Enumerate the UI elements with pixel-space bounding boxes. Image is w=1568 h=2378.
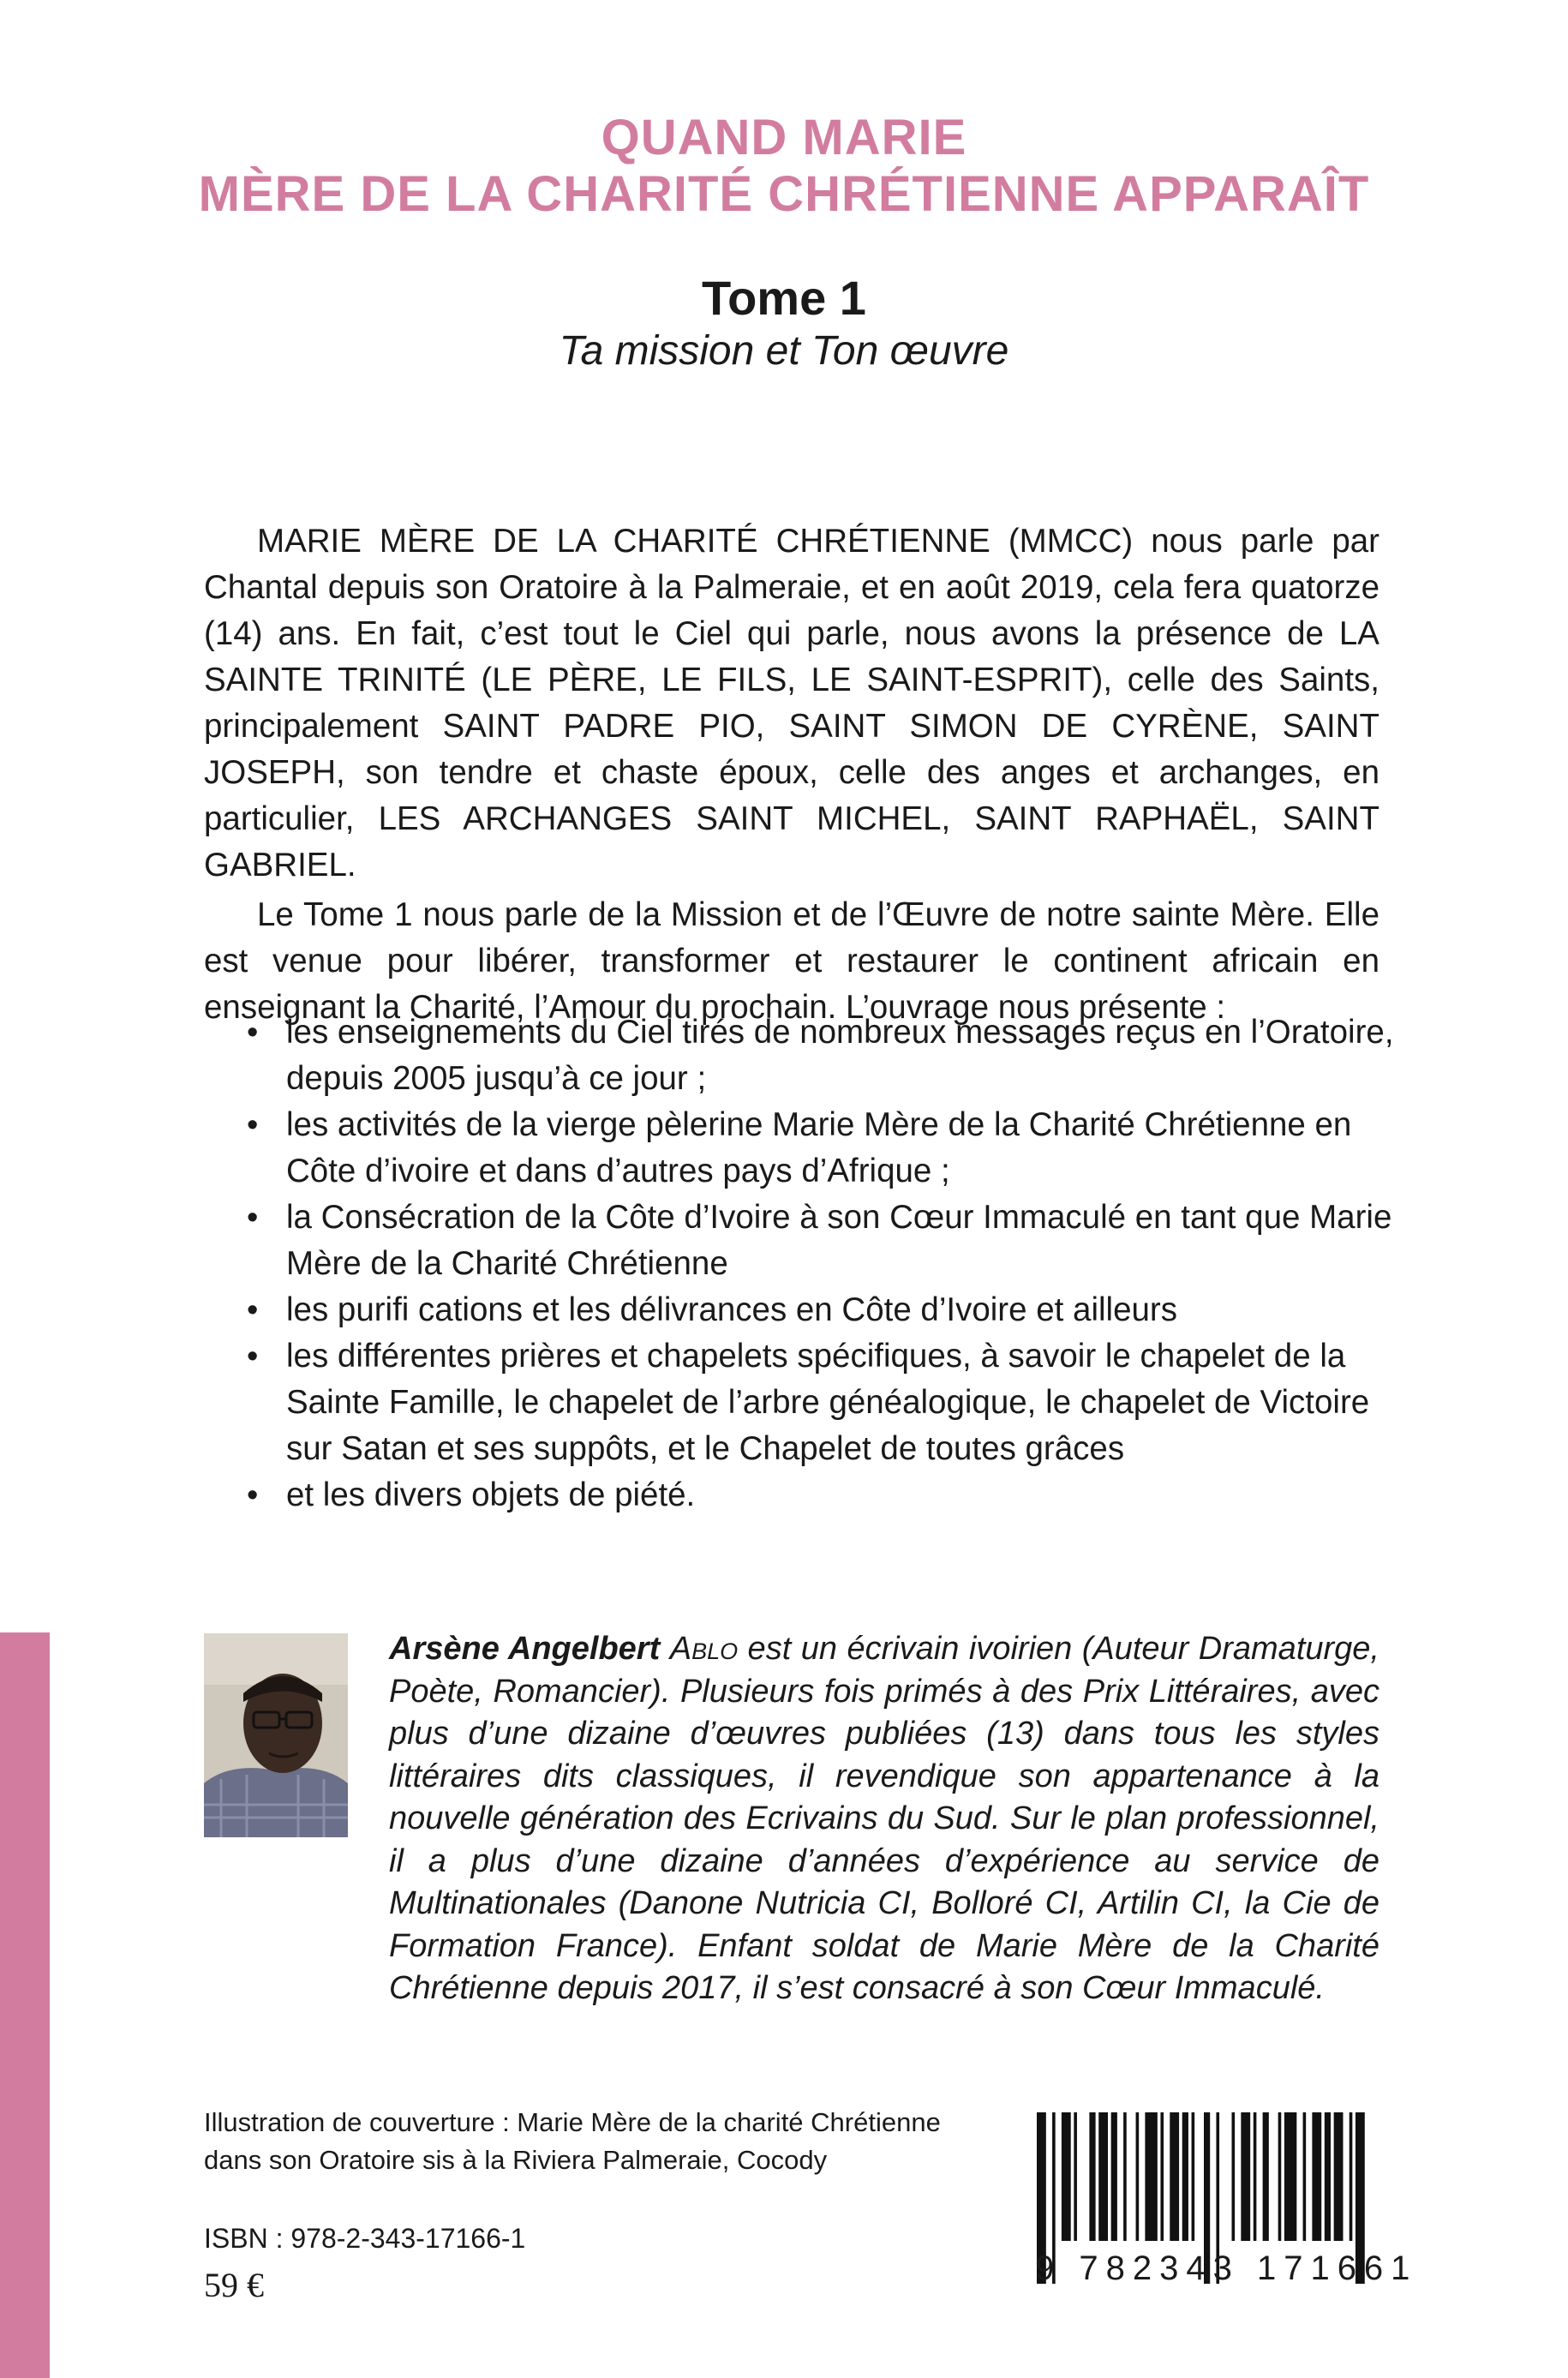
bullet-icon: •	[247, 1339, 259, 1375]
volume-label: Tome 1	[702, 271, 866, 325]
barcode-bar	[1325, 2112, 1331, 2241]
barcode-bar	[1263, 2112, 1269, 2241]
list-item-text: les activités de la vierge pèlerine Marie Mère de la Charité Chrétienne en Côte d’ivoire et dans d’autres pays d’Afrique ;	[286, 1106, 1352, 1189]
cover-illustration-credit	[204, 2104, 975, 2179]
barcode-bar	[1182, 2112, 1188, 2241]
list-item	[204, 1195, 1403, 1287]
author-bio-text: est un écrivain ivoirien (Auteur Dramaturge, Poète, Romancier). Plusieurs fois primés à des Prix Littéraires, avec plus d’une dizaine d’œuvres publiées (13) dans tous les styles littéraires dits classiques, il revendique son appartenance à la nouvelle génération des Ecrivains du Sud. Sur le plan professionnel, il a plus d’une dizaine d’années d’expérience au service de Multinationales (Danone Nutricia CI, Bolloré CI, Artilin CI, la Cie de Formation France). Enfant soldat de Marie Mère de la Charité Chrétienne depuis 2017, il s’est consacré à son Cœur Immaculé.	[389, 1631, 1379, 2006]
barcode-bar	[1098, 2112, 1108, 2241]
barcode-number: 9 782343 171661	[1035, 2249, 1418, 2287]
barcode-bar	[1232, 2112, 1236, 2241]
bullet-icon: •	[247, 1015, 259, 1051]
author-biography	[204, 1628, 1379, 2010]
list-item-text: la Consécration de la Côte d’Ivoire à son Cœur Immaculé en tant que Marie Mère de la Charité Chrétienne	[286, 1199, 1392, 1282]
author-name: Arsène Angelbert	[389, 1631, 661, 1667]
bullet-icon: •	[247, 1107, 259, 1143]
price: 59 €	[204, 2266, 264, 2304]
bullet-icon: •	[247, 1292, 259, 1328]
barcode-bar	[1334, 2112, 1344, 2241]
book-title-line-1: QUAND MARIE	[601, 110, 967, 165]
barcode-bar	[1278, 2112, 1282, 2241]
barcode-bar	[1192, 2112, 1195, 2241]
credit-line-1: Illustration de couverture : Marie Mère de la charité Chrétienne	[204, 2107, 941, 2137]
barcode-bar	[1136, 2112, 1140, 2241]
list-item	[204, 1333, 1403, 1472]
list-item-text: les différentes prières et chapelets spécifiques, à savoir le chapelet de la Sainte Famille, le chapelet de l’arbre généalogique, le chapelet de Victoire sur Satan et ses suppôts, et le Chapelet de toutes grâces	[286, 1338, 1370, 1467]
list-item	[204, 1287, 1403, 1333]
barcode-bar	[1284, 2112, 1296, 2241]
isbn: ISBN : 978-2-343-17166-1	[204, 2223, 526, 2254]
list-item	[204, 1009, 1403, 1102]
intro-paragraph: MARIE MÈRE DE LA CHARITÉ CHRÉTIENNE (MMCC) nous parle par Chantal depuis son Oratoire à la Palmeraie, et en août 2019, cela fera quatorze (14) ans. En fait, c’est tout le Ciel qui parle, nous avons la présence de LA SAINTE TRINITÉ (LE PÈRE, LE FILS, LE SAINT-ESPRIT), celle des Saints, principalement SAINT PADRE PIO, SAINT SIMON DE CYRÈNE, SAINT JOSEPH, son tendre et chaste époux, celle des anges et archanges, en particulier, LES ARCHANGES SAINT MICHEL, SAINT RAPHAËL, SAINT GABRIEL.	[204, 522, 1379, 884]
list-item	[204, 1102, 1403, 1195]
barcode-bar	[1303, 2112, 1307, 2241]
barcode-bar	[1089, 2112, 1095, 2241]
author-surname: Ablo	[669, 1631, 739, 1667]
barcode-bar	[1123, 2112, 1127, 2241]
bullet-icon: •	[247, 1200, 259, 1236]
list-item	[204, 1472, 1403, 1518]
book-title-line-2: MÈRE DE LA CHARITÉ CHRÉTIENNE APPARAÎT	[198, 166, 1370, 222]
list-item-text: et les divers objets de piété.	[286, 1477, 696, 1513]
credit-line-2: dans son Oratoire sis à la Riviera Palmeraie, Cocody	[204, 2145, 828, 2175]
list-item-text: les enseignements du Ciel tirés de nombreux messages reçus en l’Oratoire, depuis 2005 jusqu’à ce jour ;	[286, 1014, 1394, 1097]
bullet-icon: •	[247, 1477, 259, 1513]
list-item-text: les purifi cations et les délivrances en Côte d’Ivoire et ailleurs	[286, 1291, 1178, 1328]
barcode-bar	[1254, 2112, 1257, 2241]
barcode-bar	[1350, 2112, 1353, 2241]
photo-wrap-spacer	[204, 1628, 389, 2005]
barcode-bar	[1241, 2112, 1250, 2241]
barcode-bar	[1111, 2112, 1117, 2241]
barcode-bar	[1145, 2112, 1157, 2241]
volume-subtitle: Ta mission et Ton œuvre	[559, 328, 1009, 374]
barcode-bar	[1312, 2112, 1321, 2241]
side-color-band	[0, 1632, 50, 2378]
volume-description-paragraph: Le Tome 1 nous parle de la Mission et de l’Œuvre de notre sainte Mère. Elle est venue pour libérer, transformer et restaurer le continent africain en enseignant la Charité, l’Amour du prochain. L’ouvrage nous présente :	[204, 895, 1379, 1026]
barcode-bar	[1160, 2112, 1164, 2241]
barcode-bar	[1074, 2112, 1077, 2241]
barcode-bar	[1062, 2112, 1071, 2241]
barcode-bar	[1170, 2112, 1179, 2241]
contents-bullet-list	[204, 1009, 1403, 1518]
